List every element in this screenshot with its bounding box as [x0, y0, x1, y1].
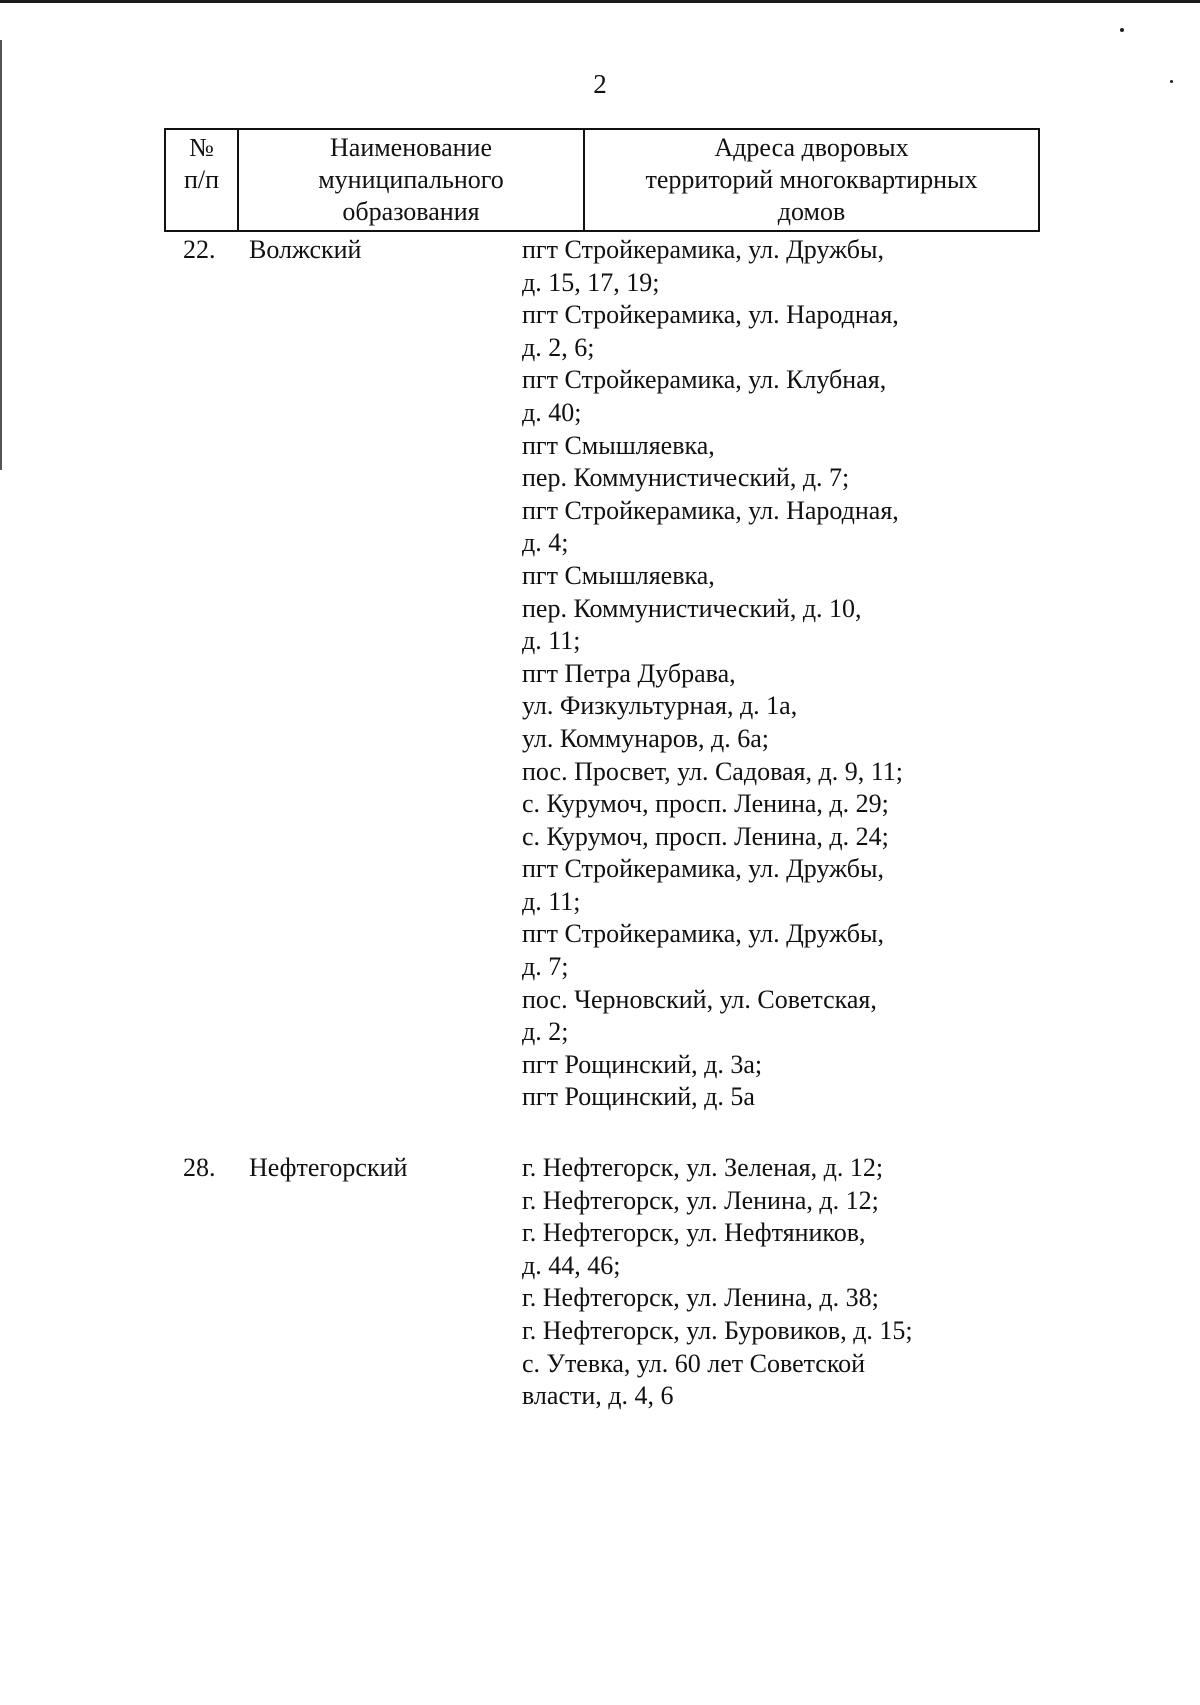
left-margin-mark	[0, 40, 2, 470]
address-line: д. 44, 46;	[522, 1250, 621, 1280]
table-header	[164, 128, 1040, 232]
address-line: пгт Стройкерамика, ул. Дружбы,	[522, 235, 884, 264]
address-line: пгт Петра Дубрава,	[522, 658, 736, 688]
row-number: 22.	[183, 235, 216, 264]
address-line: пгт Стройкерамика, ул. Народная,	[522, 495, 899, 525]
row-number: 28.	[183, 1153, 216, 1182]
address-line: с. Утевка, ул. 60 лет Советской	[522, 1348, 866, 1378]
header-municipality: Наименование муниципального образования	[239, 130, 585, 230]
address-line: пер. Коммунистический, д. 10,	[522, 593, 862, 623]
address-line: пгт Рощинский, д. 3а;	[522, 1049, 763, 1079]
row-municipality: Волжский	[249, 235, 362, 264]
address-line: д. 40;	[522, 397, 582, 427]
page-number: 2	[593, 69, 607, 99]
address-line: г. Нефтегорск, ул. Ленина, д. 12;	[522, 1185, 879, 1215]
scan-speck	[1120, 28, 1124, 32]
address-line: д. 7;	[522, 952, 569, 982]
row-municipality: Нефтегорский	[249, 1153, 408, 1182]
address-line: д. 15, 17, 19;	[522, 267, 660, 297]
address-line: пгт Рощинский, д. 5а	[522, 1082, 755, 1112]
address-line: пгт Смышляевка,	[522, 430, 715, 460]
address-line: ул. Физкультурная, д. 1а,	[522, 691, 798, 721]
address-line: с. Курумоч, просп. Ленина, д. 24;	[522, 821, 889, 851]
row-addresses	[510, 234, 1040, 1114]
row-addresses	[510, 1152, 1040, 1413]
address-line: пгт Стройкерамика, ул. Дружбы,	[522, 854, 884, 884]
address-line: пгт Стройкерамика, ул. Дружбы,	[522, 919, 884, 949]
header-addresses: Адреса дворовых территорий многоквартирных домов	[645, 133, 978, 226]
top-border	[0, 0, 1200, 3]
address-line: г. Нефтегорск, ул. Зеленая, д. 12;	[522, 1153, 884, 1182]
address-line: пгт Смышляевка,	[522, 560, 715, 590]
header-number: № п/п	[166, 130, 239, 230]
address-line: пос. Просвет, ул. Садовая, д. 9, 11;	[522, 756, 903, 786]
table-row	[164, 234, 1040, 1114]
address-line: с. Курумоч, просп. Ленина, д. 29;	[522, 789, 889, 819]
address-line: пгт Стройкерамика, ул. Клубная,	[522, 365, 887, 395]
address-line: д. 2;	[522, 1017, 569, 1047]
address-line: г. Нефтегорск, ул. Нефтяников,	[522, 1218, 866, 1248]
address-line: д. 4;	[522, 528, 569, 558]
address-line: пос. Черновский, ул. Советская,	[522, 984, 877, 1014]
address-line: г. Нефтегорск, ул. Буровиков, д. 15;	[522, 1315, 913, 1345]
table-row	[164, 1152, 1040, 1413]
address-line: власти, д. 4, 6	[522, 1381, 674, 1411]
address-line: г. Нефтегорск, ул. Ленина, д. 38;	[522, 1283, 879, 1313]
address-line: д. 2, 6;	[522, 332, 595, 362]
address-line: пгт Стройкерамика, ул. Народная,	[522, 300, 899, 330]
address-line: д. 11;	[522, 626, 581, 656]
address-line: пер. Коммунистический, д. 7;	[522, 463, 850, 493]
address-line: ул. Коммунаров, д. 6а;	[522, 723, 770, 753]
address-line: д. 11;	[522, 886, 581, 916]
